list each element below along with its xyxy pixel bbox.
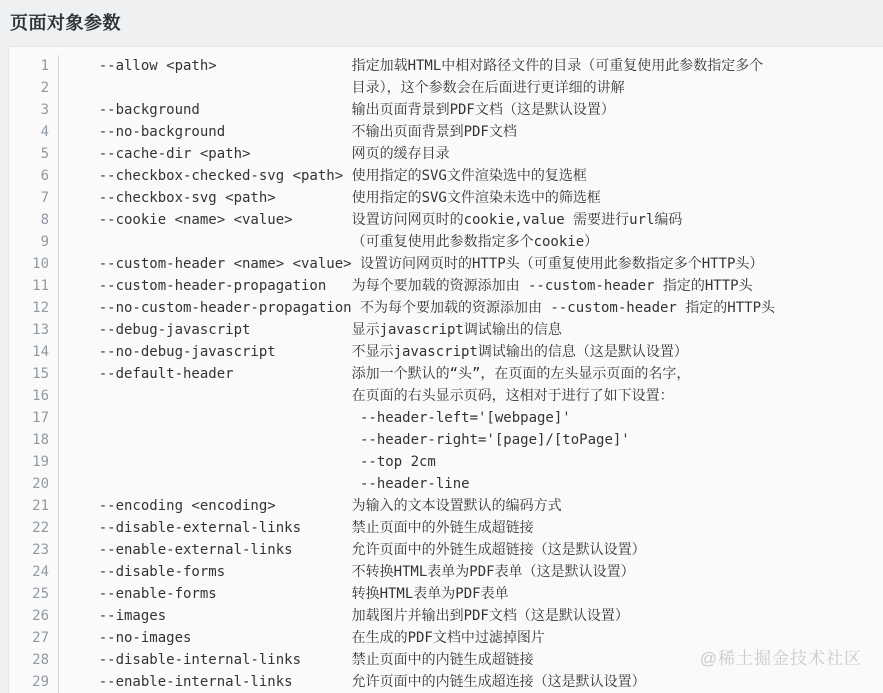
code-text: 在页面的右头显示页码，这相对于进行了如下设置： (65, 388, 674, 404)
code-text: --no-custom-header-propagation 不为每个要加载的资源添加由 --custom-header 指定的HTTP头 (65, 300, 776, 316)
code-text: --checkbox-svg <path> 使用指定的SVG文件渲染未选中的筛选框 (65, 190, 601, 206)
line-number: 28 (9, 649, 59, 671)
line-number: 17 (9, 407, 59, 429)
page-title: 页面对象参数 (10, 13, 121, 33)
code-line (9, 99, 883, 121)
code-text: --background 输出页面背景到PDF文档（这是默认设置） (65, 102, 615, 118)
code-line (9, 605, 883, 627)
line-number: 26 (9, 605, 59, 627)
line-number: 19 (9, 451, 59, 473)
line-number: 20 (9, 473, 59, 495)
code-text: --enable-forms 转换HTML表单为PDF表单 (65, 586, 509, 602)
line-number: 24 (9, 561, 59, 583)
line-number: 11 (9, 275, 59, 297)
line-number: 13 (9, 319, 59, 341)
code-text: --no-background 不输出页面背景到PDF文档 (65, 124, 517, 140)
code-text: --encoding <encoding> 为输入的文本设置默认的编码方式 (65, 498, 562, 514)
line-number: 15 (9, 363, 59, 385)
code-line (9, 561, 883, 583)
line-number: 25 (9, 583, 59, 605)
code-text: --header-line (65, 476, 470, 492)
code-lines (9, 55, 883, 693)
code-line (9, 451, 883, 473)
code-line (9, 231, 883, 253)
line-number: 6 (9, 165, 59, 187)
line-number: 4 (9, 121, 59, 143)
line-number: 21 (9, 495, 59, 517)
code-line (9, 495, 883, 517)
code-text: --disable-forms 不转换HTML表单为PDF表单（这是默认设置） (65, 564, 635, 580)
line-number: 2 (9, 77, 59, 99)
code-text: --cache-dir <path> 网页的缓存目录 (65, 146, 450, 162)
watermark: @稀土掘金技术社区 (699, 649, 862, 668)
code-text: --no-debug-javascript 不显示javascript调试输出的信息（这是默认设置） (65, 344, 688, 360)
line-number: 10 (9, 253, 59, 275)
code-line (9, 77, 883, 99)
code-text: --debug-javascript 显示javascript调试输出的信息 (65, 322, 562, 338)
line-number: 12 (9, 297, 59, 319)
code-text: --default-header 添加一个默认的“头”，在页面的左头显示页面的名字， (65, 366, 691, 382)
line-number: 7 (9, 187, 59, 209)
code-line (9, 363, 883, 385)
code-text: --no-images 在生成的PDF文档中过滤掉图片 (65, 630, 545, 646)
code-text: --cookie <name> <value> 设置访问网页时的cookie,value 需要进行url编码 (65, 212, 683, 228)
code-line (9, 209, 883, 231)
line-number: 29 (9, 671, 59, 693)
code-line (9, 517, 883, 539)
code-line (9, 55, 883, 77)
code-line (9, 275, 883, 297)
code-text: --header-right='[page]/[toPage]' (65, 432, 630, 448)
code-line (9, 143, 883, 165)
code-text: --header-left='[webpage]' (65, 410, 571, 426)
code-text: --top 2cm (65, 454, 436, 470)
code-line (9, 187, 883, 209)
code-text: （可重复使用此参数指定多个cookie） (65, 234, 599, 250)
code-text: --custom-header-propagation 为每个要加载的资源添加由 --custom-header 指定的HTTP头 (65, 278, 753, 294)
code-line (9, 341, 883, 363)
code-line (9, 671, 883, 693)
code-line (9, 121, 883, 143)
code-line (9, 473, 883, 495)
code-line (9, 385, 883, 407)
line-number: 9 (9, 231, 59, 253)
line-number: 3 (9, 99, 59, 121)
code-line (9, 407, 883, 429)
code-line (9, 319, 883, 341)
code-text: --checkbox-checked-svg <path> 使用指定的SVG文件渲染选中的复选框 (65, 168, 587, 184)
line-number: 23 (9, 539, 59, 561)
line-number: 5 (9, 143, 59, 165)
line-number: 27 (9, 627, 59, 649)
line-number: 8 (9, 209, 59, 231)
code-line (9, 253, 883, 275)
line-number: 1 (9, 55, 59, 77)
code-line (9, 583, 883, 605)
code-text: --enable-internal-links 允许页面中的内链生成超连接（这是默认设置） (65, 674, 646, 690)
code-line (9, 297, 883, 319)
code-text: --custom-header <name> <value> 设置访问网页时的HTTP头（可重复使用此参数指定多个HTTP头） (65, 256, 764, 272)
line-number: 16 (9, 385, 59, 407)
code-text: --disable-internal-links 禁止页面中的内链生成超链接 (65, 652, 534, 668)
code-line (9, 429, 883, 451)
line-number: 18 (9, 429, 59, 451)
code-block (8, 46, 883, 693)
line-number: 22 (9, 517, 59, 539)
code-text: --disable-external-links 禁止页面中的外链生成超链接 (65, 520, 534, 536)
code-line (9, 165, 883, 187)
code-line (9, 539, 883, 561)
code-text: 目录），这个参数会在后面进行更详细的讲解 (65, 80, 625, 96)
code-text: --allow <path> 指定加载HTML中相对路径文件的目录（可重复使用此参数指定多个 (65, 58, 764, 74)
code-text: --enable-external-links 允许页面中的外链生成超链接（这是默认设置） (65, 542, 646, 558)
line-number: 14 (9, 341, 59, 363)
code-text: --images 加载图片并输出到PDF文档（这是默认设置） (65, 608, 629, 624)
